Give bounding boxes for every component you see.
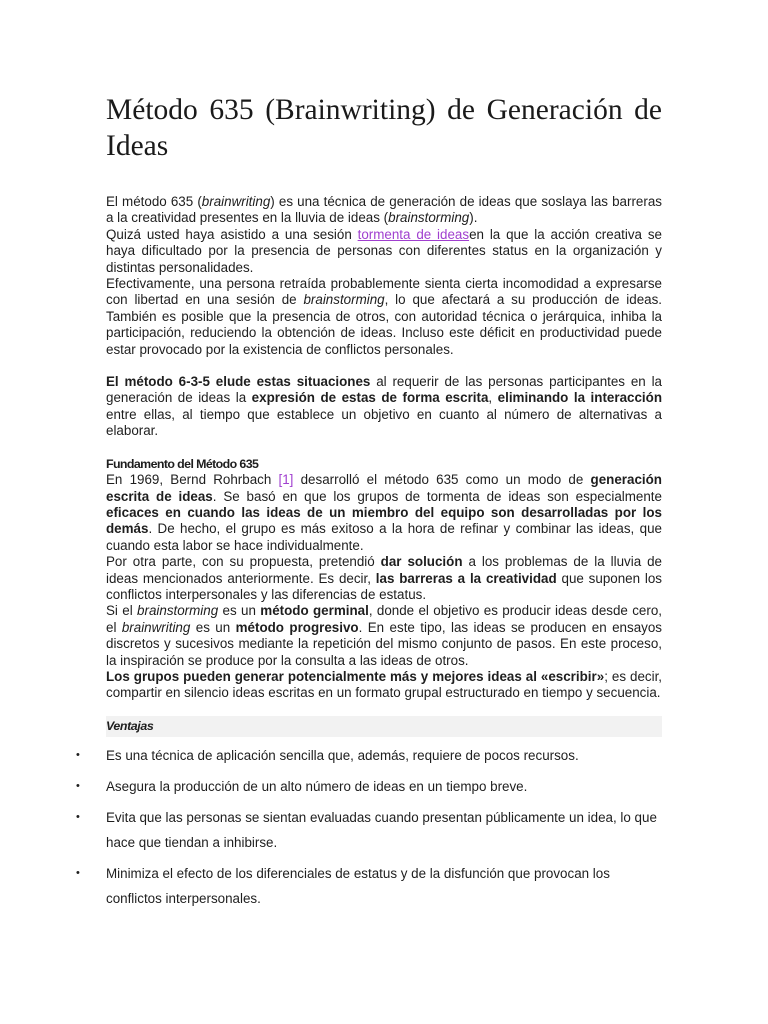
- text-run: a los problemas de la lluvia de ideas mencionados anteriormente. Es decir,: [106, 554, 662, 586]
- emphasis: brainwriting: [201, 194, 271, 209]
- text-run: El método 635 (: [106, 194, 202, 209]
- text-run: Efectivamente, una persona retraída probablemente sienta cierta incomodidad a expresarse con libertad en una sesión de: [106, 276, 662, 308]
- bullet-icon: •: [76, 780, 80, 793]
- text-run: En 1969, Bernd Rohrbach: [106, 472, 279, 488]
- emphasis: brainwriting: [121, 619, 191, 635]
- fundamento-paragraph-2: [106, 554, 662, 603]
- list-item-text: Minimiza el efecto de los diferenciales de estatus y de la disfunción que provocan los conflictos interpersonales.: [106, 866, 610, 907]
- footnote-link[interactable]: [1]: [278, 472, 294, 488]
- list-item: [76, 805, 662, 855]
- text-run: Quizá usted haya asistido a una sesión: [106, 226, 358, 242]
- text-run: ).: [469, 210, 478, 226]
- list-item-text: Evita que las personas se sientan evaluadas cuando presentan públicamente un idea, lo que hace que tiendan a inhibirse.: [106, 810, 657, 851]
- text-run: ; es decir, compartir en silencio ideas escritas en un formato grupal estructurado en tiempo y secuencia.: [106, 668, 663, 701]
- emphasis: brainstorming: [303, 292, 385, 308]
- intro-paragraph-2: [106, 227, 662, 276]
- fundamento-heading: Fundamento del Método 635: [106, 456, 259, 471]
- list-item: [76, 774, 662, 799]
- fundamento-paragraph-3: [106, 603, 662, 669]
- bold-text: eliminando la interacción: [497, 390, 662, 406]
- emphasis: brainstorming: [137, 603, 219, 619]
- list-item: [76, 743, 662, 768]
- bullet-icon: •: [76, 811, 80, 824]
- text-run: Si el: [106, 603, 138, 619]
- text-run: al requerir de las personas participantes en la generación de ideas la: [106, 374, 663, 406]
- text-run: es un: [190, 619, 236, 635]
- fundamento-paragraph-4: [106, 669, 662, 702]
- document-body: [76, 194, 663, 917]
- list-item: [76, 861, 662, 911]
- text-run: ) es una técnica de generación de ideas que soslaya las barreras a la creatividad presentes en la lluvia de ideas (: [106, 194, 662, 226]
- bold-text: método progresivo: [235, 619, 359, 635]
- text-run: , lo que afectará a su producción de ideas. También es posible que la presencia de otros, con autoridad técnica o jerárquica, inhiba la participación, reduciendo la obtención de ideas. Incluso este déficit en productividad puede estar provocado por la existencia de conflictos personales.: [106, 292, 663, 357]
- page-title: Método 635 (Brainwriting) de Generación de Ideas: [106, 94, 662, 162]
- text-run: . Se basó en que los grupos de tormenta de ideas son especialmente: [212, 488, 662, 504]
- intro-paragraph-3: [106, 276, 662, 358]
- list-item-text: Es una técnica de aplicación sencilla que, además, requiere de pocos recursos.: [106, 748, 579, 764]
- ventajas-heading: Ventajas: [106, 716, 662, 737]
- bold-text: expresión de estas de forma escrita: [251, 390, 489, 406]
- tormenta-de-ideas-link[interactable]: tormenta de ideas: [357, 226, 470, 242]
- bold-text: Los grupos pueden generar potencialmente más y mejores ideas al «escribir»: [106, 668, 605, 684]
- text-run: . De hecho, el grupo es más exitoso a la hora de refinar y combinar las ideas, que cuando esta labor se hace individualmente.: [106, 521, 662, 553]
- text-run: Por otra parte, con su propuesta, pretendió: [106, 554, 381, 570]
- bold-text: generación escrita de ideas: [106, 472, 662, 504]
- text-run: , donde el objetivo es producir ideas desde cero, el: [106, 603, 662, 635]
- text-run: . En este tipo, las ideas se producen en ensayos discretos y sucesivos mediante la repetición del mismo conjunto de pasos. En este proceso, la inspiración se produce por la consulta a las ideas de otros.: [106, 619, 662, 668]
- bullet-icon: •: [76, 867, 80, 880]
- text-run: es un: [218, 603, 261, 619]
- bold-text: El método 6-3-5 elude estas situaciones: [106, 374, 371, 390]
- fundamento-paragraph-1: [106, 472, 662, 554]
- list-item-text: Asegura la producción de un alto número de ideas en un tiempo breve.: [106, 779, 528, 795]
- text-run: desarrolló el método 635 como un modo de: [293, 472, 591, 488]
- text-run: que suponen los conflictos interpersonales y las diferencias de estatus.: [106, 570, 663, 602]
- text-run: entre ellas, al tiempo que establece un objetivo en cuanto al número de alternativas a elaborar.: [106, 406, 662, 439]
- elude-paragraph: [106, 374, 662, 440]
- ventajas-list: [76, 743, 662, 911]
- emphasis: brainstorming: [388, 210, 470, 226]
- bold-text: eficaces en cuando las ideas de un miembro del equipo son desarrolladas por los demás: [106, 504, 662, 537]
- bold-text: dar solución: [380, 554, 463, 570]
- bold-text: método germinal: [260, 603, 369, 619]
- bullet-icon: •: [76, 749, 80, 762]
- bold-text: las barreras a la creatividad: [375, 570, 557, 586]
- text-run: ,: [488, 390, 498, 406]
- intro-paragraph-1: [106, 194, 662, 227]
- text-run: en la que la acción creativa se haya dificultado por la presencia de personas con diferentes status en la organización y distintas personalidades.: [106, 226, 662, 275]
